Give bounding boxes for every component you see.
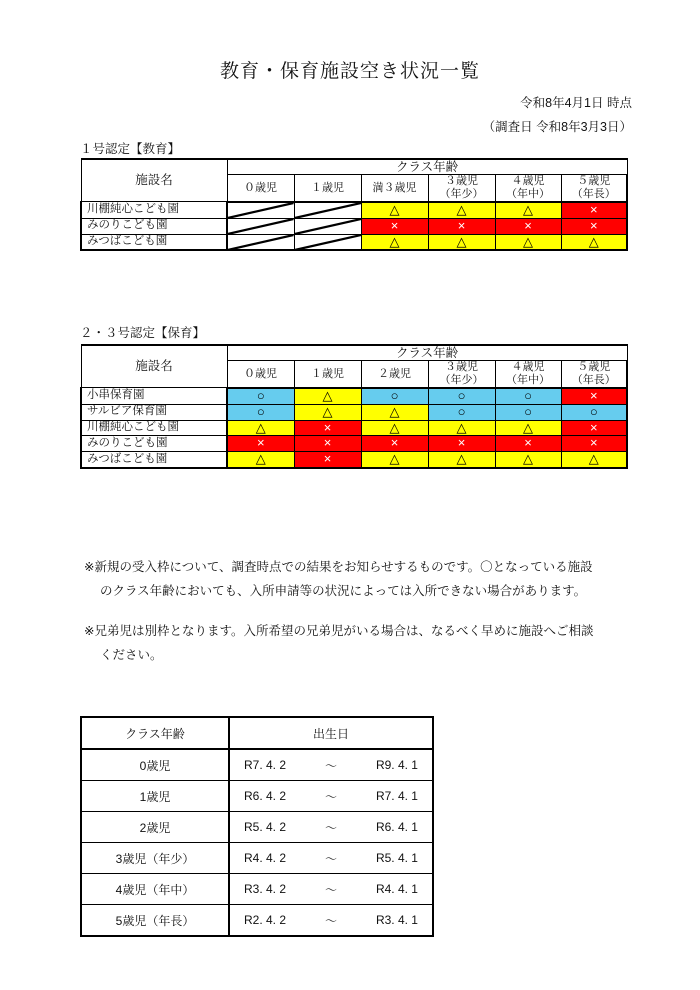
note-2 bbox=[84, 620, 629, 668]
facility-name: サルビア保育園 bbox=[81, 404, 227, 420]
table-row bbox=[81, 404, 627, 420]
status-cell-yellow: △ bbox=[428, 202, 495, 218]
status-cell-red: × bbox=[227, 436, 294, 452]
birth-tilde: ～ bbox=[324, 913, 337, 928]
status-cell-red: × bbox=[428, 218, 495, 234]
birth-range bbox=[229, 843, 433, 874]
class-age-birthdate-table bbox=[80, 716, 434, 937]
status-cell-yellow: △ bbox=[428, 420, 495, 436]
status-cell-red: × bbox=[561, 218, 627, 234]
birth-tilde: ～ bbox=[324, 758, 337, 773]
table-row bbox=[81, 218, 627, 234]
status-cell-yellow: △ bbox=[294, 388, 361, 404]
birth-table-body bbox=[81, 717, 433, 936]
header-col-1: ０歳児 bbox=[227, 175, 294, 202]
note-1-line-1: ※新規の受入枠について、調査時点での結果をお知らせするものです。〇となっている施設 bbox=[84, 560, 593, 574]
header-col-6: ５歳児 （年長） bbox=[561, 175, 627, 202]
birth-tilde: ～ bbox=[324, 851, 337, 866]
header-facility: 施設名 bbox=[81, 345, 227, 388]
status-cell-yellow: △ bbox=[227, 420, 294, 436]
nursery-availability-table bbox=[80, 344, 628, 469]
birth-tilde: ～ bbox=[324, 882, 337, 897]
table-row bbox=[81, 234, 627, 250]
birth-from: R2. 4. 2 bbox=[244, 913, 287, 927]
note-1 bbox=[84, 556, 629, 604]
birth-table-row bbox=[81, 812, 433, 843]
header-col-1: ０歳児 bbox=[227, 361, 294, 388]
status-cell-yellow: △ bbox=[428, 452, 495, 468]
status-cell-na bbox=[294, 234, 361, 250]
birth-range bbox=[229, 749, 433, 781]
birth-from: R5. 4. 2 bbox=[244, 820, 287, 834]
status-cell-red: × bbox=[495, 436, 561, 452]
header-col-4: ３歳児 （年少） bbox=[428, 361, 495, 388]
birth-range bbox=[229, 781, 433, 812]
status-cell-blue: ○ bbox=[227, 404, 294, 420]
status-cell-red: × bbox=[361, 436, 428, 452]
facility-name: みつばこども園 bbox=[81, 234, 227, 250]
header-class-age-group: クラス年齢 bbox=[227, 159, 627, 175]
birth-from: R3. 4. 2 bbox=[244, 882, 287, 896]
birth-table-row bbox=[81, 874, 433, 905]
status-cell-na bbox=[294, 202, 361, 218]
survey-date: （調査日 令和8年3月3日） bbox=[482, 120, 632, 134]
status-cell-red: × bbox=[561, 202, 627, 218]
table-row bbox=[81, 436, 627, 452]
birth-class-age: 4歳児（年中） bbox=[81, 874, 229, 905]
birth-range bbox=[229, 812, 433, 843]
status-cell-red: × bbox=[561, 420, 627, 436]
status-cell-yellow: △ bbox=[495, 234, 561, 250]
birth-header-birth-date: 出生日 bbox=[229, 717, 433, 749]
status-cell-yellow: △ bbox=[495, 452, 561, 468]
page-title: 教育・保育施設空き状況一覧 bbox=[219, 61, 480, 82]
status-cell-yellow: △ bbox=[561, 452, 627, 468]
status-cell-na bbox=[227, 218, 294, 234]
status-cell-na bbox=[227, 234, 294, 250]
table-row bbox=[81, 388, 627, 404]
birth-table-row bbox=[81, 905, 433, 937]
birth-from: R6. 4. 2 bbox=[244, 789, 287, 803]
birth-header-row bbox=[81, 717, 433, 749]
section-label-education: １号認定【教育】 bbox=[80, 142, 181, 156]
status-cell-red: × bbox=[294, 420, 361, 436]
status-cell-red: × bbox=[294, 436, 361, 452]
facility-name: 川棚純心こども園 bbox=[81, 202, 227, 218]
status-cell-blue: ○ bbox=[495, 404, 561, 420]
status-cell-yellow: △ bbox=[428, 234, 495, 250]
birth-to: R7. 4. 1 bbox=[375, 789, 418, 803]
status-cell-yellow: △ bbox=[361, 234, 428, 250]
note-1-line-2: のクラス年齢においても、入所申請等の状況によっては入所できない場合があります。 bbox=[100, 583, 587, 598]
status-cell-yellow: △ bbox=[361, 420, 428, 436]
facility-name: みつばこども園 bbox=[81, 452, 227, 468]
section-label-nursery: ２・３号認定【保育】 bbox=[80, 326, 206, 340]
birth-class-age: 1歳児 bbox=[81, 781, 229, 812]
birth-to: R9. 4. 1 bbox=[375, 758, 418, 772]
note-2-line-2: ください。 bbox=[100, 647, 163, 662]
birth-table-row bbox=[81, 749, 433, 781]
status-cell-red: × bbox=[561, 436, 627, 452]
header-col-5: ４歳児 （年中） bbox=[495, 175, 561, 202]
birth-to: R3. 4. 1 bbox=[375, 913, 418, 927]
status-cell-blue: ○ bbox=[428, 388, 495, 404]
education-availability-table bbox=[80, 158, 628, 251]
birth-table-row bbox=[81, 781, 433, 812]
status-cell-blue: ○ bbox=[428, 404, 495, 420]
status-cell-yellow: △ bbox=[294, 404, 361, 420]
table2-body bbox=[81, 345, 627, 468]
birth-table-row bbox=[81, 843, 433, 874]
birth-to: R6. 4. 1 bbox=[375, 820, 418, 834]
status-cell-blue: ○ bbox=[495, 388, 561, 404]
birth-class-age: 5歳児（年長） bbox=[81, 905, 229, 937]
facility-name: みのりこども園 bbox=[81, 436, 227, 452]
birth-class-age: 0歳児 bbox=[81, 749, 229, 781]
status-cell-red: × bbox=[561, 388, 627, 404]
header-col-6: ５歳児 （年長） bbox=[561, 361, 627, 388]
birth-to: R4. 4. 1 bbox=[375, 882, 418, 896]
header-col-2: １歳児 bbox=[294, 361, 361, 388]
status-cell-red: × bbox=[361, 218, 428, 234]
birth-to: R5. 4. 1 bbox=[375, 851, 418, 865]
status-cell-yellow: △ bbox=[561, 234, 627, 250]
status-cell-blue: ○ bbox=[561, 404, 627, 420]
birth-range bbox=[229, 905, 433, 937]
status-cell-yellow: △ bbox=[361, 202, 428, 218]
status-cell-yellow: △ bbox=[495, 420, 561, 436]
header-facility: 施設名 bbox=[81, 159, 227, 202]
table-header-group-row bbox=[81, 345, 627, 361]
table-header-group-row bbox=[81, 159, 627, 175]
header-col-5: ４歳児 （年中） bbox=[495, 361, 561, 388]
table-row bbox=[81, 202, 627, 218]
status-cell-yellow: △ bbox=[361, 404, 428, 420]
header-col-2: １歳児 bbox=[294, 175, 361, 202]
status-cell-blue: ○ bbox=[361, 388, 428, 404]
status-cell-na bbox=[294, 218, 361, 234]
status-cell-red: × bbox=[495, 218, 561, 234]
note-2-line-1: ※兄弟児は別枠となります。入所希望の兄弟児がいる場合は、なるべく早めに施設へご相談 bbox=[84, 624, 594, 638]
birth-tilde: ～ bbox=[324, 789, 337, 804]
table1-body bbox=[81, 159, 627, 250]
status-cell-yellow: △ bbox=[227, 452, 294, 468]
status-cell-red: × bbox=[294, 452, 361, 468]
status-cell-na bbox=[227, 202, 294, 218]
table-row bbox=[81, 420, 627, 436]
status-cell-yellow: △ bbox=[361, 452, 428, 468]
header-col-3: 満３歳児 bbox=[361, 175, 428, 202]
header-col-4: ３歳児 （年少） bbox=[428, 175, 495, 202]
header-col-3: ２歳児 bbox=[361, 361, 428, 388]
header-class-age-group: クラス年齢 bbox=[227, 345, 627, 361]
birth-range bbox=[229, 874, 433, 905]
birth-header-class-age: クラス年齢 bbox=[81, 717, 229, 749]
birth-from: R4. 4. 2 bbox=[244, 851, 287, 865]
birth-class-age: 3歳児（年少） bbox=[81, 843, 229, 874]
birth-tilde: ～ bbox=[324, 820, 337, 835]
facility-name: みのりこども園 bbox=[81, 218, 227, 234]
status-cell-blue: ○ bbox=[227, 388, 294, 404]
birth-class-age: 2歳児 bbox=[81, 812, 229, 843]
status-cell-red: × bbox=[428, 436, 495, 452]
facility-name: 小串保育園 bbox=[81, 388, 227, 404]
facility-name: 川棚純心こども園 bbox=[81, 420, 227, 436]
status-cell-yellow: △ bbox=[495, 202, 561, 218]
table-row bbox=[81, 452, 627, 468]
birth-from: R7. 4. 2 bbox=[244, 758, 287, 772]
as-of-date: 令和8年4月1日 時点 bbox=[520, 96, 632, 110]
